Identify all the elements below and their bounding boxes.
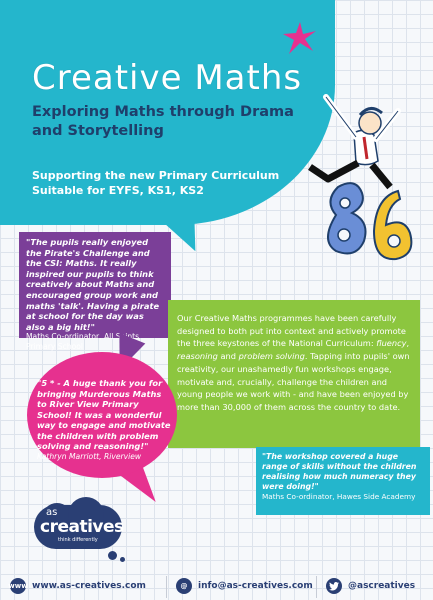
testimonial-text: "The pupils really enjoyed the Pirate's Challenge and the CSI: Maths. It really inspired our pupils to think creatively about Maths and encouraged group work and maths 'talk'. Having a pirate at school for the day was also a big hit!" — [26, 237, 160, 332]
reasoning-term: reasoning — [177, 351, 218, 362]
globe-icon: www — [10, 578, 26, 594]
separator-2: and — [217, 351, 239, 362]
testimonial-attribution: Kathryn Marriott, Riverview — [37, 451, 142, 461]
curriculum-line: Supporting the new Primary Curriculum — [32, 169, 280, 182]
footer-divider — [166, 576, 167, 598]
as-creatives-logo[interactable] — [34, 503, 154, 563]
testimonial-text: "The workshop covered a huge range of skills without the children realising how much numeracy they were doing!" — [262, 452, 417, 491]
description-part-2: . Tapping into pupils' own creativity, our unashamedly fun workshops engage, motivate and, crucially, challenge the children and young people we work with - and have been enjoyed by more than 30,000 of them across the country to date. — [177, 351, 410, 412]
testimonial-attribution: Maths Co-ordinator, Hawes Side Academy — [262, 492, 416, 501]
testimonial-attribution: Maths Co-ordinator, All Saints Primary School — [26, 332, 140, 352]
email-text: info@as-creatives.com — [198, 581, 313, 591]
at-icon: @ — [176, 578, 192, 594]
programme-description — [168, 300, 420, 448]
description-part-1: Our Creative Maths programmes have been carefully designed to both put into context and actively promote the three keystones of the National Curriculum: — [177, 313, 406, 349]
page-subtitle: Exploring Maths through Drama and Storytelling — [32, 104, 294, 139]
website-link[interactable] — [10, 578, 146, 594]
testimonial-all-saints — [19, 232, 171, 352]
footer-divider — [316, 576, 317, 598]
testimonial-text: "5 * - A huge thank you for bringing Murderous Maths to River View Primary School! It was a wonderful way to engage and motivate the children with problem solving and reasoning!" — [37, 378, 171, 451]
logo-tagline: think differently — [58, 537, 98, 543]
page-title: Creative Maths — [32, 58, 303, 98]
testimonial-hawes-side — [256, 447, 430, 515]
key-stages-line: Suitable for EYFS, KS1, KS2 — [32, 184, 204, 197]
website-text: www.as-creatives.com — [32, 581, 146, 591]
testimonial-river-view — [27, 352, 177, 478]
curriculum-note — [32, 168, 292, 198]
maths-character-illustration — [298, 75, 423, 290]
logo-name-text: creatives — [40, 517, 124, 537]
contact-footer — [0, 574, 433, 600]
programme-text — [177, 312, 410, 414]
separator-1: , — [406, 338, 410, 349]
logo-dot — [120, 557, 125, 562]
problem-solving-term: problem solving — [238, 351, 305, 362]
logo-dot — [108, 551, 117, 560]
logo-as-text: as — [46, 507, 58, 518]
email-link[interactable] — [176, 578, 313, 594]
twitter-link[interactable] — [326, 578, 415, 594]
twitter-handle: @ascreatives — [348, 581, 416, 591]
fluency-term: fluency — [376, 338, 407, 349]
star-icon — [283, 22, 317, 56]
twitter-bird-icon — [326, 578, 342, 594]
